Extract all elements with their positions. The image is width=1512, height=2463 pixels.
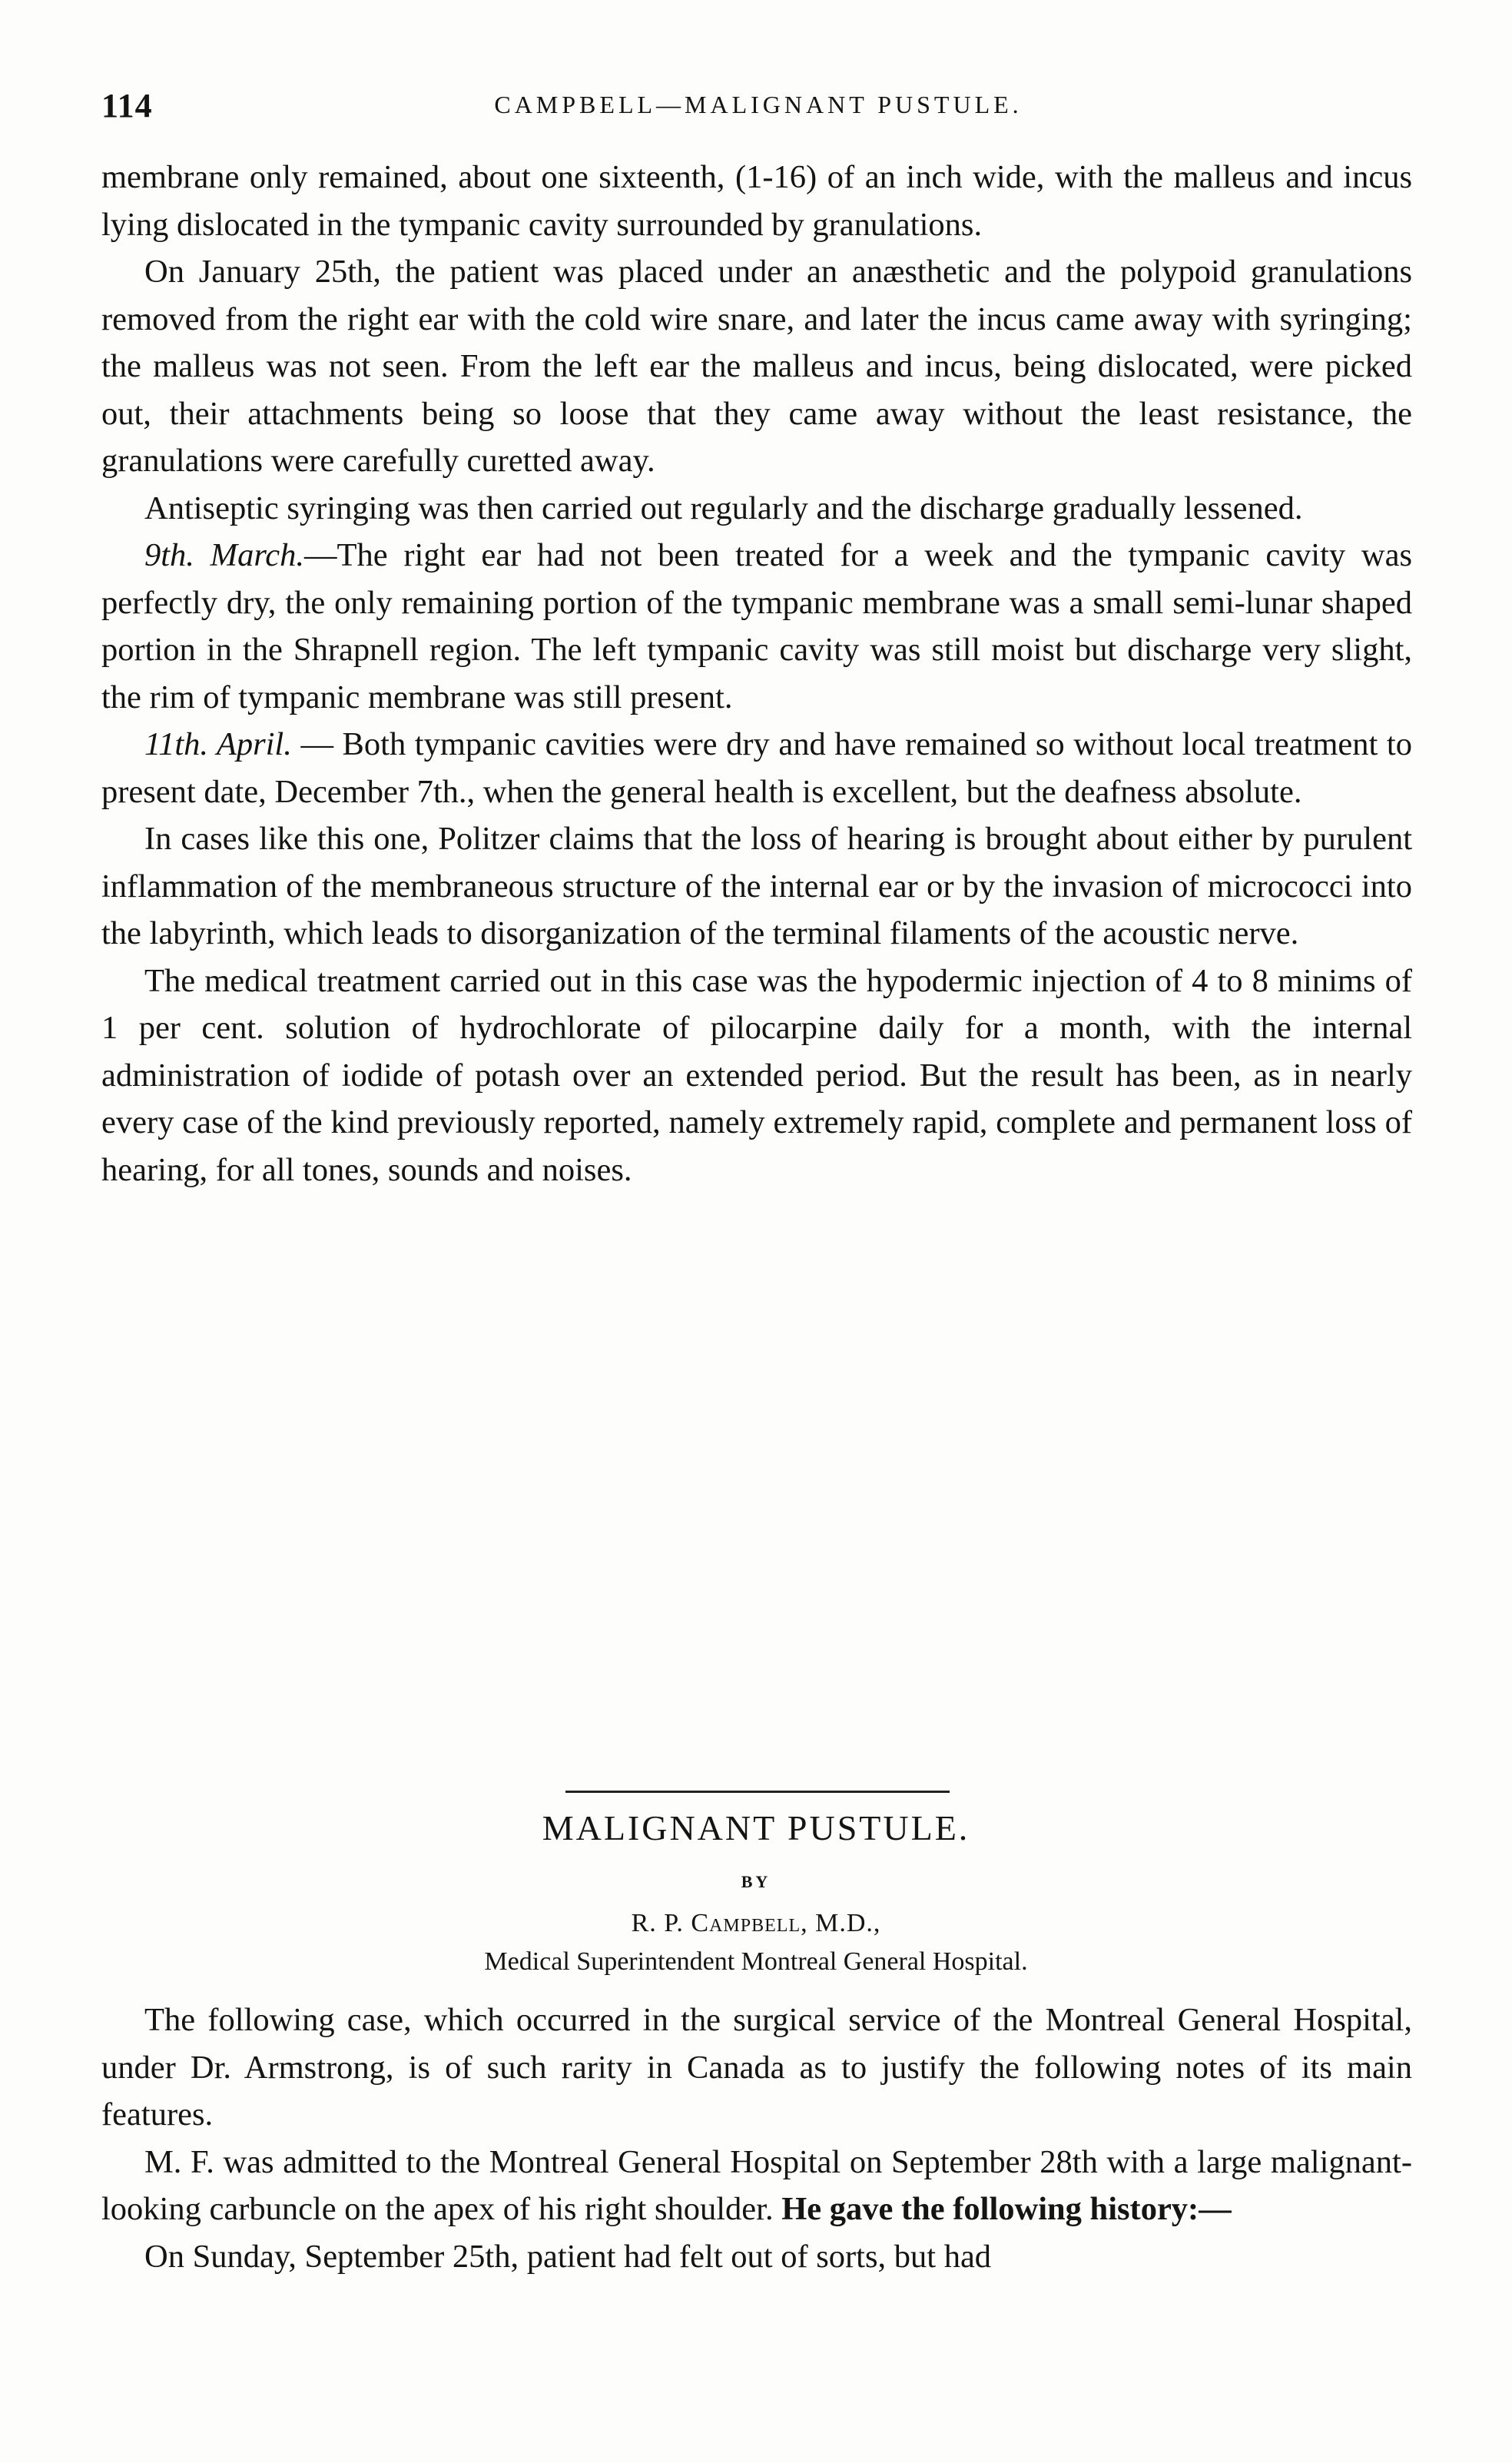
previous-article-body — [101, 154, 1412, 1193]
article-title: MALIGNANT PUSTULE. — [542, 1808, 970, 1847]
section-divider — [565, 1791, 950, 1793]
paragraph: The medical treatment carried out in this case was the hypodermic injection of 4 to 8 minims of 1 per cent. solution of hydrochlorate of pilocarpine daily for a month, with the internal administration of iodide of potash over an extended period. But the result has been, as in nearly every case of the kind previously reported, namely extremely rapid, complete and permanent loss of hearing, for all tones, sounds and noises. — [101, 962, 1412, 1188]
paragraph: membrane only remained, about one sixteenth, (1-16) of an inch wide, with the malleus and incus lying dislocated in the tympanic cavity surrounded by granulations. — [101, 159, 1412, 243]
article-body — [101, 1997, 1412, 2280]
paragraph — [101, 721, 1412, 815]
paragraph: Antiseptic syringing was then carried out regularly and the discharge gradually lessened. — [144, 490, 1303, 526]
date-label: 11th. April. — [144, 726, 292, 762]
author-name: R. P. Campbell, M.D., — [631, 1909, 881, 1937]
date-label: 9th. March. — [144, 537, 305, 573]
paragraph — [101, 532, 1412, 721]
author-affiliation: Medical Superintendent Montreal General Hospital. — [484, 1947, 1028, 1976]
paragraph-text: —The right ear had not been treated for a week and the tympanic cavity was perfectly dry, the only remaining portion of the tympanic membrane was a small semi-lunar shaped portion in the Shrapnell region. The left tympanic cavity was still moist but discharge very slight, the rim of tympanic membrane was still present. — [101, 537, 1412, 715]
paragraph-text: M. F. was admitted to the Montreal General Hospital on September 28th with a large malignant-looking carbuncle on the apex of his right shoulder. — [101, 2143, 1412, 2227]
paragraph: On Sunday, September 25th, patient had felt out of sorts, but had — [144, 2238, 992, 2275]
paragraph: In cases like this one, Politzer claims that the loss of hearing is brought about either by purulent inflammation of the membraneous structure of the internal ear or by the invasion of micrococci into the labyrinth, which leads to disorganization of the terminal filaments of the acoustic nerve. — [101, 821, 1412, 951]
page-number: 114 — [101, 87, 153, 124]
paragraph-text: — Both tympanic cavities were dry and have remained so without local treatment to present date, December 7th., when the general health is excellent, but the deafness absolute. — [101, 726, 1412, 810]
paragraph — [101, 2139, 1412, 2233]
running-head: CAMPBELL—MALIGNANT PUSTULE. — [494, 91, 1023, 118]
paragraph: On January 25th, the patient was placed under an anæsthetic and the polypoid granulations removed from the right ear with the cold wire snare, and later the incus came away with syringing; the malleus was not seen. From the left ear the malleus and incus, being dislocated, were picked out, their attachments being so loose that they came away without the least resistance, the granulations were carefully curetted away. — [101, 254, 1412, 479]
history-heading: He gave the following history:— — [781, 2191, 1232, 2227]
page-header — [101, 86, 1415, 132]
paragraph: The following case, which occurred in the surgical service of the Montreal General Hospital, under Dr. Armstrong, is of such rarity in Canada as to justify the following notes of its main features. — [101, 2002, 1412, 2133]
byline-by: BY — [741, 1872, 771, 1891]
